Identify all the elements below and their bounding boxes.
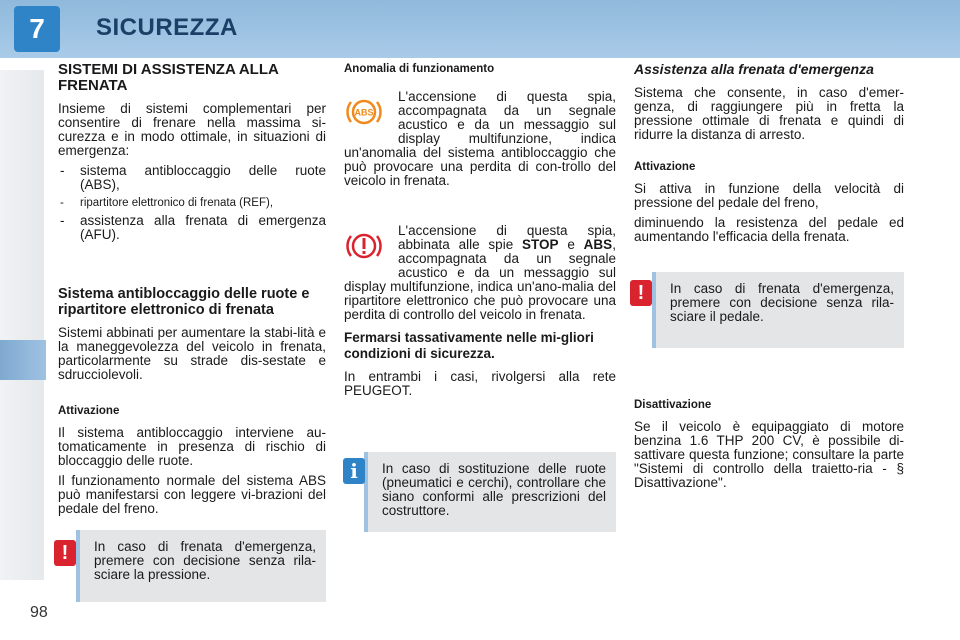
brake-warning-lamp-icon [344, 226, 384, 266]
activation-heading: Attivazione [58, 405, 120, 417]
fault-heading: Anomalia di funzionamento [344, 63, 495, 75]
deactivation-section [634, 398, 904, 496]
emergency-assist-intro: Sistema che consente, in caso d'emer-genza, di raggiungere più in fretta la pressione ottimale di frenata e quindi di ridurre la distanza di arresto. [634, 85, 904, 142]
and-word: e [567, 237, 575, 252]
info-note-text: In caso di sostituzione delle ruote (pneumatici e cerchi), controllare che siano conformi alle prescrizioni del costruttore. [382, 461, 606, 518]
contact-network-text: In entrambi i casi, rivolgersi alla rete PEUGEOT. [344, 369, 616, 398]
activation-text: Si attiva in funzione della velocità di pressione del pedale del freno, [634, 181, 904, 210]
warning-note-text: In caso di frenata d'emergenza, premere con decisione senza rila-sciare la pressione. [94, 539, 316, 582]
list-item: - ripartitore elettronico di frenata (REF), [58, 196, 326, 210]
abs-description: Sistemi abbinati per aumentare la stabi-lità e la maneggevolezza del veicolo in frenata, particolarmente su strade dis-sestate e sdrucciolevoli. [58, 325, 326, 382]
abs-warning-lamp-icon [344, 92, 384, 132]
chapter-number-tab: 7 [14, 6, 60, 52]
chapter-title: SICUREZZA [96, 14, 238, 41]
brake-lamp-description [344, 224, 616, 322]
stop-safely-heading: Fermarsi tassativamente nelle mi-gliori condizioni di sicurezza. [344, 330, 594, 361]
activation-text: Il funzionamento normale del sistema ABS può manifestarsi con leggere vi-brazioni del pedale del freno. [58, 473, 326, 516]
emergency-assist-heading: Assistenza alla frenata d'emergenza [634, 61, 874, 77]
wheel-replacement-info-note [364, 452, 616, 532]
warning-icon: ! [54, 540, 76, 566]
deactivation-text: Se il veicolo è equipaggiato di motore benzina 1.6 THP 200 CV, è possibile di-sattivare questa funzione; consultare la parte "Sistemi di controllo della traietto-ria - § Disattivazione". [634, 419, 904, 490]
list-item: - assistenza alla frenata di emergenza (AFU). [58, 214, 326, 242]
system-list [58, 164, 326, 242]
left-column [58, 62, 326, 522]
chapter-side-tab [0, 340, 46, 380]
activation-heading: Attivazione [634, 161, 696, 173]
brake-lamp-text-end: , accompagnata da un segnale acustico e da un messaggio sul display multifunzione, indica un'ano-malia del ripartitore elettronico che può provocare una perdita di controllo del veicolo in frenata. [344, 237, 616, 322]
right-column [634, 62, 904, 250]
activation-text: diminuendo la resistenza del pedale ed aumentando l'efficacia della frenata. [634, 215, 904, 244]
main-heading: SISTEMI DI ASSISTENZA ALLA FRENATA [58, 61, 279, 94]
abs-lamp-description: L'accensione di questa spia, accompagnata da un segnale acustico e da un messaggio sul display multifunzione, indica un'anomalia del sistema antibloccaggio che può provocare una perdita di con-trollo del veicolo in frenata. [344, 89, 616, 188]
brake-lamp-text-start: L'accensione di questa spia, abbinata alle spie [398, 223, 616, 252]
emergency-pedal-warning-note [652, 272, 904, 348]
abs-lamp-label: ABS [354, 107, 374, 118]
warning-note-text: In caso di frenata d'emergenza, premere con decisione senza rila-sciare il pedale. [670, 281, 894, 324]
middle-column [344, 62, 616, 404]
abs-word: ABS [583, 237, 613, 252]
emergency-braking-warning-note [76, 530, 326, 602]
list-item: - sistema antibloccaggio delle ruote (ABS), [58, 164, 326, 192]
page-number: 98 [30, 604, 48, 621]
left-margin-rail [0, 70, 44, 580]
stop-word: STOP [522, 237, 559, 252]
intro-paragraph: Insieme di sistemi complementari per consentire di frenare nella massima si-curezza e in modo ottimale, in situazioni di emergenza: [58, 101, 326, 158]
info-icon: i [343, 458, 365, 484]
deactivation-heading: Disattivazione [634, 399, 712, 411]
activation-text: Il sistema antibloccaggio interviene au-tomaticamente in presenza di rischio di bloccaggio delle ruote. [58, 425, 326, 468]
warning-icon: ! [630, 280, 652, 306]
abs-section-heading: Sistema antibloccaggio delle ruote e ripartitore elettronico di frenata [58, 286, 310, 318]
